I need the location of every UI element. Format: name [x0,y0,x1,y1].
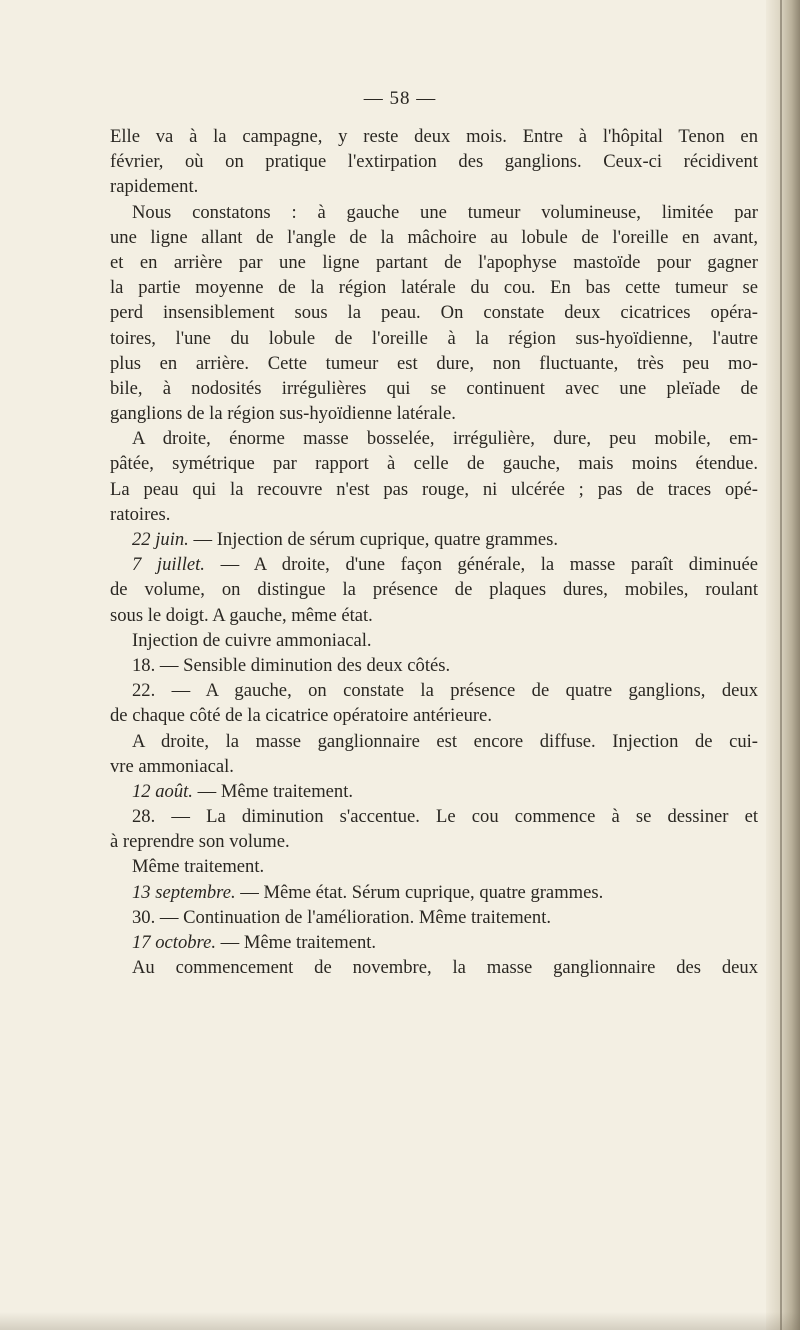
text-line: de chaque côté de la cicatrice opératoire antérieure. [110,705,492,727]
text-line: rapidement. [110,176,199,198]
text-line: février, où on pratique l'extirpation des ganglions. Ceux-ci récidivent [110,151,758,173]
dated-entry [110,880,758,905]
text-line: La peau qui la recouvre n'est pas rouge, ni ulcérée ; pas de traces opé- [110,478,758,500]
entry-date: 7 juillet. [132,554,205,576]
text-line: et en arrière par une ligne partant de l'apophyse mastoïde pour gagner [110,251,758,273]
text-line: une ligne allant de l'angle de la mâchoire au lobule de l'oreille en avant, [110,226,758,248]
text-line: 18. — Sensible diminution des deux côtés. [132,654,451,676]
text-line: vre ammoniacal. [110,755,234,777]
body-text [110,124,758,980]
text-line: de volume, on distingue la présence de plaques dures, mobiles, roulant [110,579,758,601]
dated-entry [110,527,758,552]
entry-date: 22 juin. [132,529,189,550]
text-line: A droite, la masse ganglionnaire est encore diffuse. Injection de cui- [132,730,758,752]
text-line: 22. — A gauche, on constate la présence de quatre ganglions, deux [132,680,758,702]
entry-date: 17 octobre. [132,932,216,953]
text-line: A droite, énorme masse bosselée, irrégulière, dure, peu mobile, em- [132,428,758,450]
page-edge-line [780,0,782,1330]
text-line: Au commencement de novembre, la masse ganglionnaire des deux [132,957,758,979]
entry-text: — Injection de sérum cuprique, quatre grammes. [188,529,558,550]
dated-entry [110,552,758,577]
text-line: 28. — La diminution s'accentue. Le cou commence à se dessiner et [132,806,758,828]
entry-text: — Même traitement. [192,780,354,802]
text-line: Elle va à la campagne, y reste deux mois. Entre à l'hôpital Tenon en [110,126,758,147]
text-line: ganglions de la région sus-hyoïdienne latérale. [110,403,456,425]
text-line: perd insensiblement sous la peau. On constate deux cicatrices opéra- [110,302,758,324]
text-line: Injection de cuivre ammoniacal. [132,629,372,651]
page-bottom-shadow [0,1312,800,1330]
text-line: pâtée, symétrique par rapport à celle de gauche, mais moins étendue. [110,453,758,475]
entry-text: — A droite, d'une façon générale, la masse paraît diminuée [204,554,758,576]
dated-entry [110,779,758,804]
dated-entry [110,930,758,955]
text-line: Nous constatons : à gauche une tumeur volumineuse, limitée par [132,201,758,223]
page-number: — 58 — [363,88,437,109]
entry-date: 12 août. [132,780,193,802]
page-edge-shadow [766,0,800,1330]
entry-text: — Même traitement. [216,932,377,953]
entry-text: — Même état. Sérum cuprique, quatre grammes. [235,881,604,903]
text-line: ratoires. [110,503,171,525]
text-line: la partie moyenne de la région latérale du cou. En bas cette tumeur se [110,277,758,299]
text-line: bile, à nodosités irrégulières qui se continuent avec une pleïade de [110,377,758,399]
text-line: toires, l'une du lobule de l'oreille à la région sus-hyoïdienne, l'autre [110,327,758,349]
text-line: Même traitement. [132,856,265,878]
entry-date: 13 septembre. [132,881,236,903]
text-line: 30. — Continuation de l'amélioration. Même traitement. [132,906,552,928]
text-line: plus en arrière. Cette tumeur est dure, non fluctuante, très peu mo- [110,352,758,374]
text-line: à reprendre son volume. [110,831,290,853]
text-line: sous le doigt. A gauche, même état. [110,604,373,626]
